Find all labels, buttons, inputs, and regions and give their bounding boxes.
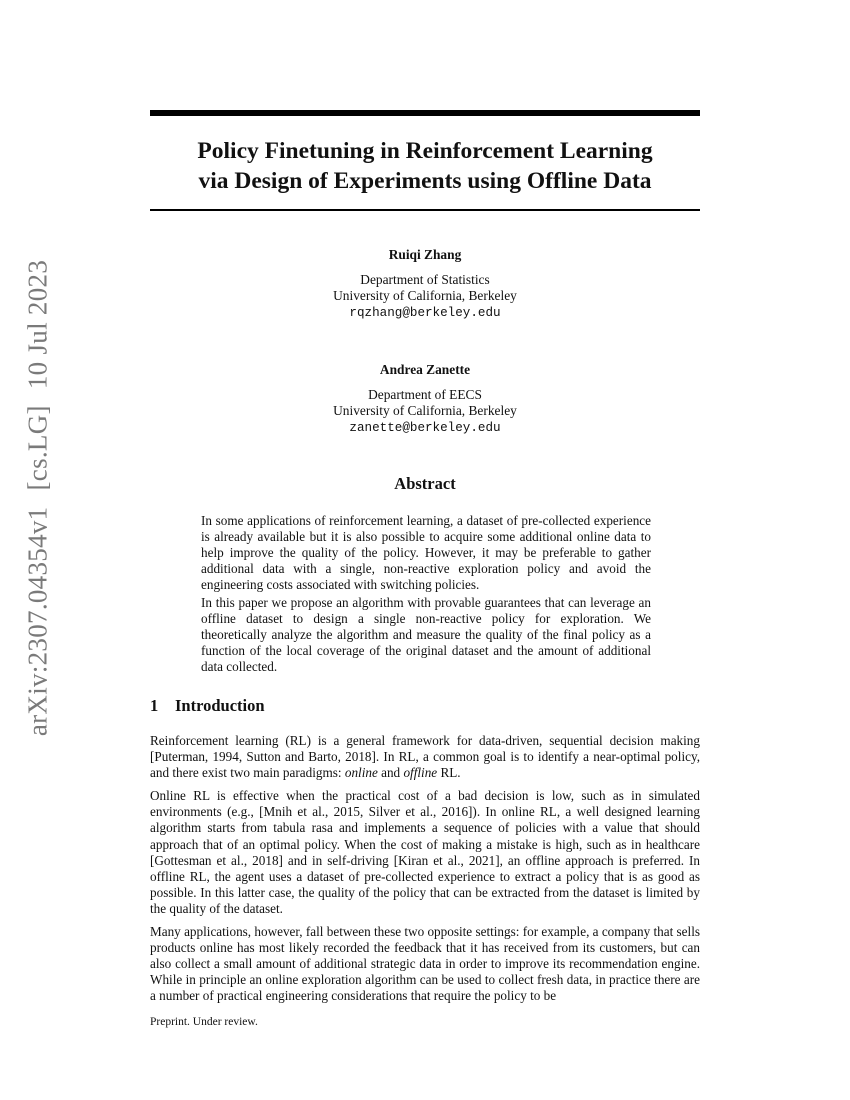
emphasis-offline: offline xyxy=(403,765,438,781)
author-email[interactable]: zanette@berkeley.edu xyxy=(349,420,501,435)
title-top-rule xyxy=(150,110,700,116)
intro-paragraph-3: Many applications, however, fall between these two opposite settings: for example, a company that sells products online has most likely recorded the feedback that it has received from its customers, but can also collect a small amount of additional strategic data in order to improve its recommendation engine. While in principle an online exploration algorithm can be used to collect fresh data, in practice there are a number of practical engineering considerations that require the policy to be xyxy=(150,924,700,1004)
abstract-paragraph: In this paper we propose an algorithm with provable guarantees that can leverage an offline dataset to design a single non-reactive policy for exploration. We theoretically analyze the algorithm and measure the quality of the final policy as a function of the local coverage of the original dataset and the amount of additional data collected. xyxy=(201,595,651,674)
arxiv-id: arXiv:2307.04354v1 xyxy=(22,506,53,737)
author-name: Ruiqi Zhang xyxy=(388,247,462,262)
author-affiliation: University of California, Berkeley xyxy=(333,403,517,418)
arxiv-category: [cs.LG] xyxy=(22,405,53,491)
section-number: 1 xyxy=(150,696,159,715)
paper-title xyxy=(150,136,700,196)
author-department: Department of EECS xyxy=(368,386,482,402)
author-name: Andrea Zanette xyxy=(379,362,471,377)
author-department: Department of Statistics xyxy=(360,271,490,287)
footer-note: Preprint. Under review. xyxy=(150,1016,258,1028)
emphasis-online: online xyxy=(344,765,378,781)
arxiv-stamp xyxy=(23,244,54,736)
text-run: Reinforcement learning (RL) is a general framework for data-driven, sequential decision making [Puterman, 1994, Sutton and Barto, 2018]. In RL, a common goal is to identify a near-optimal policy, and there exist two main paradigms: xyxy=(150,733,700,781)
intro-paragraph-2: Online RL is effective when the practical cost of a bad decision is low, such as in simulated environments (e.g., [Mnih et al., 2015, Silver et al., 2016]). In online RL, a well designed learning algorithm starts from tabula rasa and implements a sequence of policies with a value that should approach that of an optimal policy. When the cost of making a mistake is high, such as in healthcare [Gottesman et al., 2018] and in self-driving [Kiran et al., 2021], an offline approach is preferred. In offline RL, the agent uses a dataset of pre-collected experience to extract a policy that is as good as possible. In this latter case, the quality of the policy that can be extracted from the dataset is limited by the quality of the dataset. xyxy=(150,788,700,916)
section-title: Introduction xyxy=(175,696,265,715)
title-bottom-rule xyxy=(150,209,700,211)
text-run: RL. xyxy=(437,765,461,781)
author-email[interactable]: rqzhang@berkeley.edu xyxy=(349,305,501,320)
author-affiliation: University of California, Berkeley xyxy=(333,288,517,303)
intro-paragraph-1 xyxy=(150,733,700,781)
title-line-2: via Design of Experiments using Offline Data xyxy=(198,168,652,194)
arxiv-date: 10 Jul 2023 xyxy=(22,259,53,390)
section-heading-introduction xyxy=(150,696,265,716)
abstract-body xyxy=(201,513,651,677)
abstract-heading: Abstract xyxy=(394,474,456,493)
title-line-1: Policy Finetuning in Reinforcement Learning xyxy=(197,138,653,164)
author-2 xyxy=(150,362,700,436)
author-1 xyxy=(150,247,700,321)
introduction-body xyxy=(150,733,700,1012)
abstract-paragraph: In some applications of reinforcement learning, a dataset of pre-collected experience is already available but it is also possible to acquire some additional online data to help improve the quality of the policy. However, it may be preferable to gather additional data with a single, non-reactive exploration policy and avoid the engineering costs associated with switching policies. xyxy=(201,513,651,592)
text-run: and xyxy=(377,765,404,781)
